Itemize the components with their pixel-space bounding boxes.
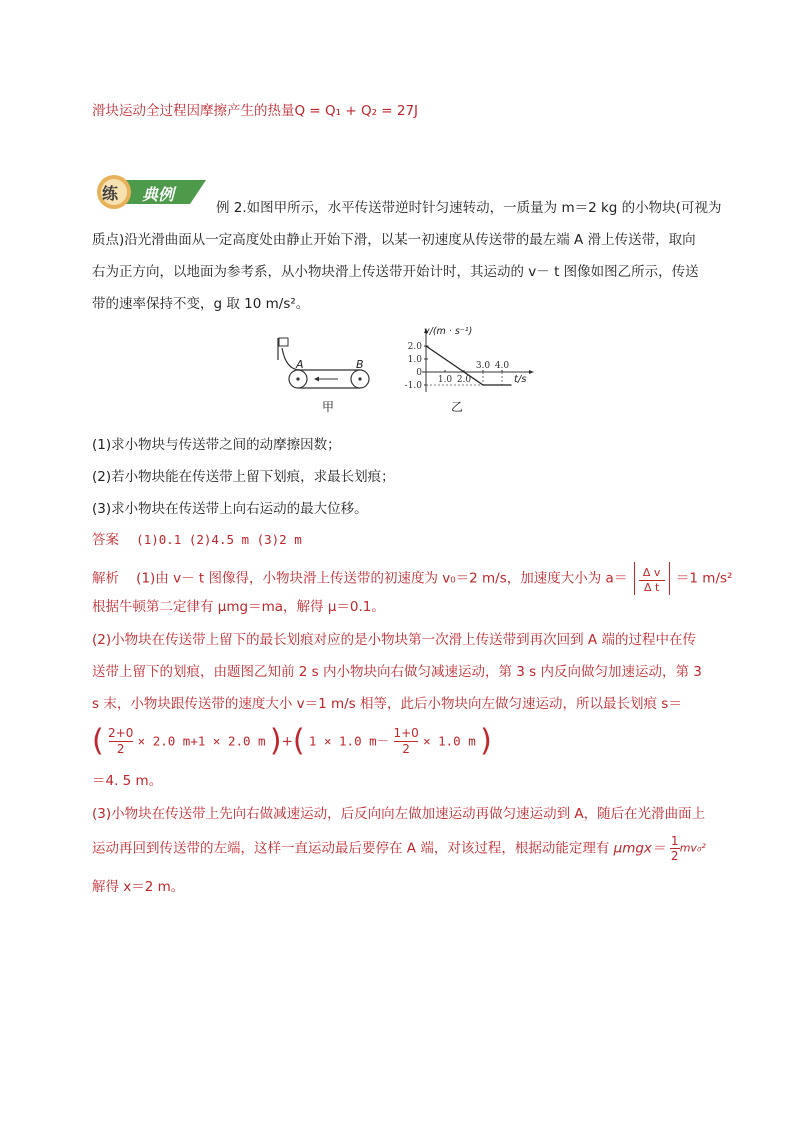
frac-num-dv: Δ v xyxy=(642,566,661,579)
analysis-label: 解析 xyxy=(92,570,119,587)
xlabel: t/s xyxy=(514,374,527,385)
plus-sign: + xyxy=(281,733,293,750)
label-a: A xyxy=(296,358,304,371)
analysis-p3-line-2b: μmgx＝ xyxy=(613,840,666,857)
answer-text: (1)0.1 (2)4.5 m (3)2 m xyxy=(136,532,302,547)
analysis-line-2: 根据牛顿第二定律有 μmg＝ma，解得 μ＝0.1。 xyxy=(92,599,385,615)
analysis-p1a: (1)由 v－ t 图像得，小物块滑上传送带的初速度为 v₀＝2 m/s，加速度大小为 a＝ xyxy=(136,570,628,587)
expression-part-2: 1 × 1.0 m－ xyxy=(308,733,390,749)
fraction-2-den: 2 xyxy=(402,742,410,756)
answer-line xyxy=(92,530,302,550)
question-2: (2)若小物块能在传送带上留下划痕，求最长划痕； xyxy=(92,469,395,485)
question-3: (3)求小物块在传送带上向右运动的最大位移。 xyxy=(92,501,368,517)
analysis-p2-expression: ( $\frac{2+0}{2}$ × 2.0 m+1 × 2.0 m )+( 1 × 1.0 m－ $\frac{1+0}{2}$ × 1.0 m ) xyxy=(92,723,492,759)
fraction-3-num: 1 xyxy=(670,834,679,848)
badge-title: 典例 xyxy=(142,185,175,204)
analysis-p2-line-3: s 末，小物块跟传送带的速度大小 v＝1 m/s 相等，此后小物块向左做匀速运动，所以最长划痕 s＝ xyxy=(92,696,682,712)
answer-label: 答案 xyxy=(92,532,119,548)
example-line-1: 例 2.如图甲所示，水平传送带逆时针匀速转动，一质量为 m＝2 kg 的小物块(可视为 xyxy=(216,200,722,216)
x-tick-label: 1.0 xyxy=(437,375,453,385)
analysis-p3-line-2a: 运动再回到传送带的左端，这样一直运动最后要停在 A 端，对该过程，根据动能定理有 xyxy=(92,840,614,857)
analysis-p3-line-2 xyxy=(92,834,706,863)
badge-left-char: 练 xyxy=(102,184,119,203)
example-line-2: 质点)沿光滑曲面从一定高度处由静止开始下滑，以某一初速度从传送带的最左端 A 滑上传送带，取向 xyxy=(92,232,696,248)
abs-fraction xyxy=(634,562,670,595)
example-badge xyxy=(94,172,206,212)
heat-summary-line: 滑块运动全过程因摩擦产生的热量Q = Q₁ + Q₂ = 27J xyxy=(92,103,419,119)
example-line-3: 右为正方向，以地面为参考系，从小物块滑上传送带开始计时，其运动的 v－ t 图像如图乙所示，传送 xyxy=(92,264,699,280)
fraction-3-den: 2 xyxy=(670,849,679,863)
y-tick-label: -1.0 xyxy=(404,381,422,391)
analysis-p2-line-1: (2)小物块在传送带上留下的最长划痕对应的是小物块第一次滑上传送带到再次回到 A 端的过程中在传 xyxy=(92,632,696,648)
analysis-p3-line-3: 解得 x＝2 m。 xyxy=(92,879,185,895)
analysis-p3-line-2c: mv₀² xyxy=(679,841,706,855)
caption-jia: 甲 xyxy=(322,400,335,414)
x-tick-label: 4.0 xyxy=(494,361,510,371)
analysis-line-1 xyxy=(92,562,732,595)
label-b: B xyxy=(356,358,364,371)
figure-yi xyxy=(398,326,544,416)
ylabel: v/(m · s⁻¹) xyxy=(424,326,473,337)
caption-yi: 乙 xyxy=(451,400,464,414)
analysis-p1b: ＝1 m/s² xyxy=(675,570,733,587)
analysis-p2-line-2: 送带上留下的划痕，由题图乙知前 2 s 内小物块向右做匀减速运动，第 3 s 内反向做匀加速运动，第 3 xyxy=(92,664,702,680)
analysis-p3-line-1: (3)小物块在传送带上先向右做减速运动，后反向向左做加速运动再做匀速运动到 A，随后在光滑曲面上 xyxy=(92,806,706,822)
y-tick-label: 1.0 xyxy=(407,355,422,365)
fraction-1-num: 2+0 xyxy=(108,726,134,740)
fraction-1-den: 2 xyxy=(116,742,125,756)
analysis-p2-result: ＝4. 5 m。 xyxy=(92,773,163,789)
x-tick-label: 2.0 xyxy=(456,375,472,385)
y-tick-label: 0 xyxy=(416,368,422,378)
question-1: (1)求小物块与传送带之间的动摩擦因数； xyxy=(92,437,341,453)
example-line-4: 带的速率保持不变，g 取 10 m/s²。 xyxy=(92,296,310,312)
expression-part-3: × 1.0 m xyxy=(423,733,476,749)
fraction-2-num: 1+0 xyxy=(393,726,419,740)
expression-part-1: × 2.0 m+1 × 2.0 m xyxy=(137,733,266,749)
x-tick-label: 3.0 xyxy=(475,361,491,371)
frac-den-dt: Δ t xyxy=(643,581,660,594)
figure-jia xyxy=(270,332,380,414)
y-tick-label: 2.0 xyxy=(407,342,422,352)
